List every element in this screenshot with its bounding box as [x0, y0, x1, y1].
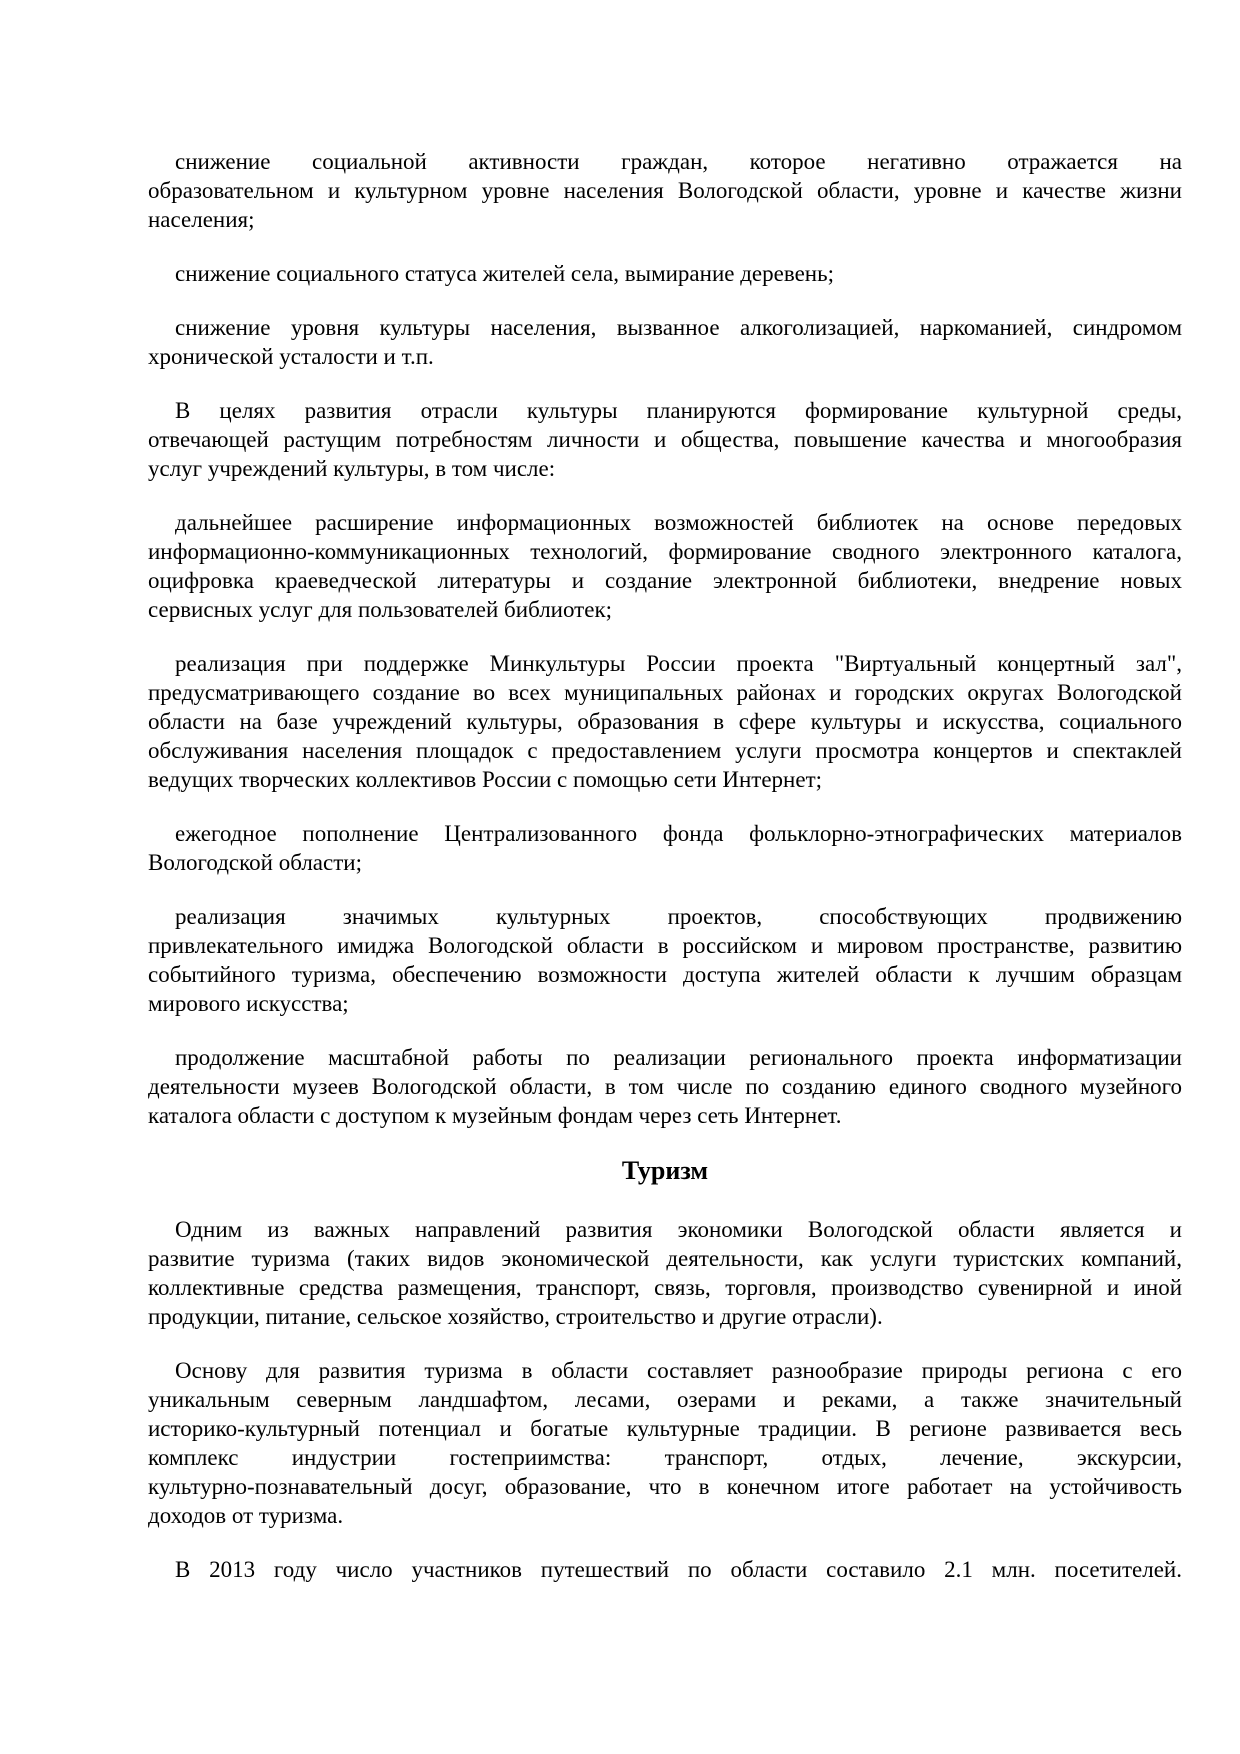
paragraph [148, 313, 1182, 371]
section-heading: Туризм [621, 1156, 709, 1185]
text-line: ведущих творческих коллективов России с помощью сети Интернет; [148, 767, 823, 792]
text-line: культурно-познавательный досуг, образование, что в конечном итоге работает на устойчивость [148, 1474, 1182, 1499]
text-line: снижение социального статуса жителей села, вымирание деревень; [175, 261, 834, 286]
text-line: Вологодской области; [148, 850, 362, 875]
section-tourism [148, 1215, 1182, 1584]
text-line: В целях развития отрасли культуры планируются формирование культурной среды, [175, 398, 1182, 423]
text-line: развитие туризма (таких видов экономической деятельности, как услуги туристских компаний, [148, 1246, 1182, 1271]
text-line: информационно-коммуникационных технологий, формирование сводного электронного каталога, [148, 539, 1182, 564]
text-line: образовательном и культурном уровне населения Вологодской области, уровне и качестве жизни [148, 178, 1182, 203]
text-line: услуг учреждений культуры, в том числе: [148, 456, 556, 481]
text-line: снижение социальной активности граждан, которое негативно отражается на [175, 149, 1182, 174]
text-line: В 2013 году число участников путешествий по области составило 2.1 млн. посетителей. [175, 1557, 1182, 1582]
text-line: отвечающей растущим потребностям личности и общества, повышение качества и многообразия [148, 427, 1182, 452]
text-line: привлекательного имиджа Вологодской области в российском и мировом пространстве, развитию [148, 933, 1182, 958]
text-line: реализация при поддержке Минкультуры России проекта "Виртуальный концертный зал", [175, 651, 1182, 676]
text-line: области на базе учреждений культуры, образования в сфере культуры и искусства, социального [148, 709, 1182, 734]
paragraph [148, 1555, 1182, 1584]
text-line: историко-культурный потенциал и богатые культурные традиции. В регионе развивается весь [148, 1416, 1182, 1441]
text-line: реализация значимых культурных проектов, способствующих продвижению [175, 904, 1182, 929]
text-line: предусматривающего создание во всех муниципальных районах и городских округах Вологодской [148, 680, 1182, 705]
paragraph [148, 902, 1182, 1018]
text-line: продукции, питание, сельское хозяйство, строительство и другие отрасли). [148, 1304, 883, 1329]
text-line: Одним из важных направлений развития экономики Вологодской области является и [175, 1217, 1182, 1242]
text-line: Основу для развития туризма в области составляет разнообразие природы региона с его [175, 1358, 1182, 1383]
text-line: снижение уровня культуры населения, вызванное алкоголизацией, наркоманией, синдромом [175, 315, 1182, 340]
text-line: продолжение масштабной работы по реализации регионального проекта информатизации [175, 1045, 1182, 1070]
text-line: уникальным северным ландшафтом, лесами, озерами и реками, а также значительный [148, 1387, 1182, 1412]
text-line: населения; [148, 207, 255, 232]
text-line: мирового искусства; [148, 991, 349, 1016]
text-line: деятельности музеев Вологодской области, в том числе по созданию единого сводного музейного [148, 1074, 1182, 1099]
text-line: дальнейшее расширение информационных возможностей библиотек на основе передовых [175, 510, 1182, 535]
section-culture [148, 147, 1182, 1130]
text-line: сервисных услуг для пользователей библиотек; [148, 597, 613, 622]
paragraph [148, 259, 1182, 288]
text-line: комплекс индустрии гостеприимства: транспорт, отдых, лечение, экскурсии, [148, 1445, 1182, 1470]
text-line: коллективные средства размещения, транспорт, связь, торговля, производство сувенирной и иной [148, 1275, 1182, 1300]
document-page [148, 147, 1182, 1609]
paragraph [148, 1043, 1182, 1130]
text-line: каталога области с доступом к музейным фондам через сеть Интернет. [148, 1103, 842, 1128]
paragraph [148, 649, 1182, 794]
text-line: обслуживания населения площадок с предоставлением услуги просмотра концертов и спектаклей [148, 738, 1182, 763]
text-line: ежегодное пополнение Централизованного фонда фольклорно-этнографических материалов [175, 821, 1182, 846]
paragraph [148, 508, 1182, 624]
paragraph [148, 147, 1182, 234]
paragraph [148, 819, 1182, 877]
text-line: оцифровка краеведческой литературы и создание электронной библиотеки, внедрение новых [148, 568, 1182, 593]
paragraph [148, 396, 1182, 483]
text-line: хронической усталости и т.п. [148, 344, 434, 369]
paragraph [148, 1356, 1182, 1530]
text-line: доходов от туризма. [148, 1503, 344, 1528]
text-line: событийного туризма, обеспечению возможности доступа жителей области к лучшим образцам [148, 962, 1182, 987]
paragraph [148, 1215, 1182, 1331]
